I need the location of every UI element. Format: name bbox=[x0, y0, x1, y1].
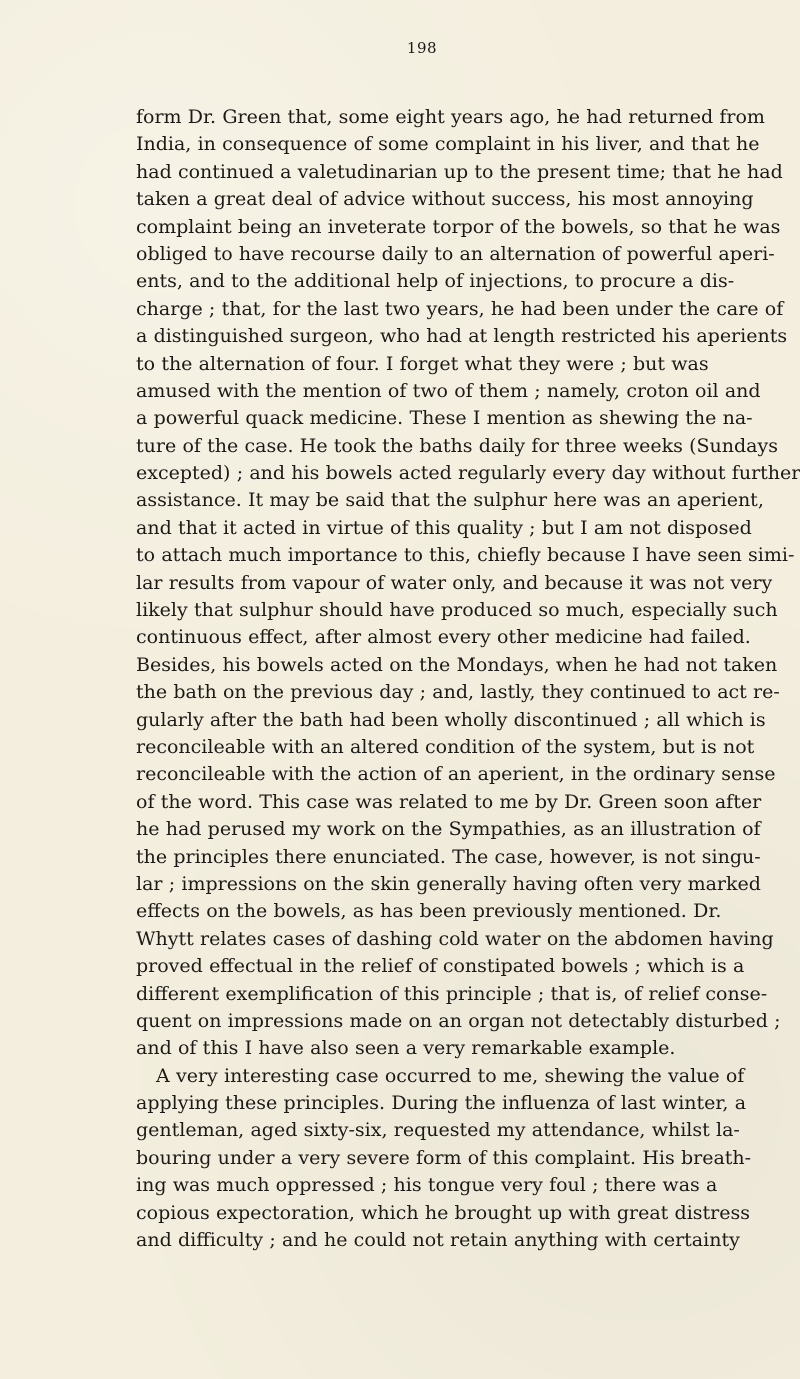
text-line: excepted) ; and his bowels acted regularly every day without further bbox=[136, 462, 800, 485]
text-line: assistance. It may be said that the sulphur here was an aperient, bbox=[136, 489, 764, 512]
text-line: ents, and to the additional help of injections, to procure a dis- bbox=[136, 270, 735, 293]
text-line: lar ; impressions on the skin generally having often very marked bbox=[136, 872, 761, 895]
text-line: and that it acted in virtue of this quality ; but I am not disposed bbox=[136, 516, 752, 539]
text-line: effects on the bowels, as has been previously mentioned. Dr. bbox=[136, 900, 722, 923]
text-line: complaint being an inveterate torpor of the bowels, so that he was bbox=[136, 215, 781, 238]
text-line: ing was much oppressed ; his tongue very foul ; there was a bbox=[136, 1174, 718, 1197]
text-line: a distinguished surgeon, who had at length restricted his aperients bbox=[136, 325, 788, 348]
text-line: gularly after the bath had been wholly discontinued ; all which is bbox=[136, 708, 766, 731]
text-line: to attach much importance to this, chiefly because I have seen simi- bbox=[136, 544, 795, 567]
text-line: obliged to have recourse daily to an alternation of powerful aperi- bbox=[136, 242, 775, 265]
text-line: likely that sulphur should have produced so much, especially such bbox=[136, 599, 778, 622]
body-text bbox=[136, 104, 800, 1254]
text-line: form Dr. Green that, some eight years ago, he had returned from bbox=[136, 106, 765, 128]
text-line: Whytt relates cases of dashing cold water on the abdomen having bbox=[136, 927, 774, 950]
text-line: India, in consequence of some complaint in his liver, and that he bbox=[136, 133, 760, 156]
text-line: reconcileable with an altered condition of the system, but is not bbox=[136, 735, 755, 758]
text-line: the principles there enunciated. The case, however, is not singu- bbox=[136, 845, 761, 868]
text-line: the bath on the previous day ; and, lastly, they continued to act re- bbox=[136, 681, 780, 704]
text-line: bouring under a very severe form of this complaint. His breath- bbox=[136, 1146, 752, 1169]
text-line: a powerful quack medicine. These I mention as shewing the na- bbox=[136, 407, 753, 430]
text-line: of the word. This case was related to me by Dr. Green soon after bbox=[136, 790, 762, 813]
text-line: charge ; that, for the last two years, he had been under the care of bbox=[136, 297, 784, 320]
text-line: continuous effect, after almost every other medicine had failed. bbox=[136, 626, 751, 649]
text-line: and of this I have also seen a very remarkable example. bbox=[136, 1037, 676, 1060]
text-line: quent on impressions made on an organ not detectably disturbed ; bbox=[136, 1009, 781, 1032]
text-line: had continued a valetudinarian up to the present time; that he had bbox=[136, 160, 783, 183]
text-line: lar results from vapour of water only, and because it was not very bbox=[136, 571, 773, 594]
text-line: Besides, his bowels acted on the Mondays, when he had not taken bbox=[136, 653, 778, 676]
page-number: 198 bbox=[406, 39, 438, 57]
text-line: and difficulty ; and he could not retain anything with certainty bbox=[136, 1229, 740, 1252]
text-line: A very interesting case occurred to me, shewing the value of bbox=[156, 1064, 745, 1087]
text-line: gentleman, aged sixty-six, requested my attendance, whilst la- bbox=[136, 1119, 740, 1142]
text-line: proved effectual in the relief of constipated bowels ; which is a bbox=[136, 955, 745, 978]
text-line: different exemplification of this principle ; that is, of relief conse- bbox=[136, 982, 768, 1005]
text-line: applying these principles. During the influenza of last winter, a bbox=[136, 1092, 747, 1115]
text-line: reconcileable with the action of an aperient, in the ordinary sense bbox=[136, 763, 776, 786]
text-line: he had perused my work on the Sympathies, as an illustration of bbox=[136, 818, 761, 841]
text-line: copious expectoration, which he brought up with great distress bbox=[136, 1201, 750, 1224]
text-line: amused with the mention of two of them ; namely, croton oil and bbox=[136, 379, 761, 402]
text-line: taken a great deal of advice without success, his most annoying bbox=[136, 188, 754, 211]
text-line: ture of the case. He took the baths daily for three weeks (Sundays bbox=[136, 434, 778, 457]
text-line: to the alternation of four. I forget what they were ; but was bbox=[136, 352, 709, 375]
